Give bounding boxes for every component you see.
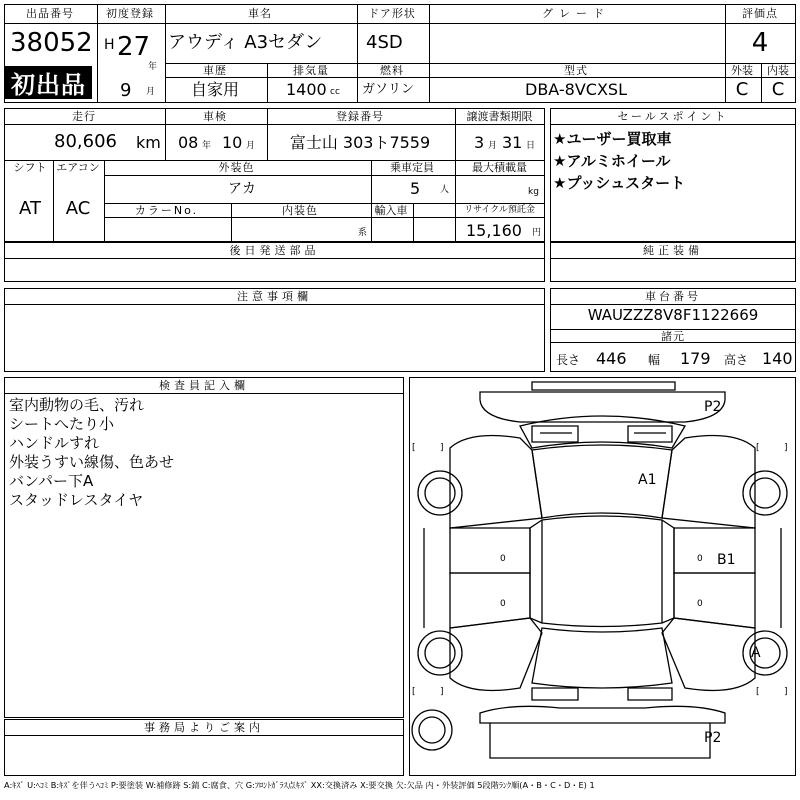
fuel-value: ガソリン: [362, 82, 415, 97]
max-load-label: 最大積載量: [472, 161, 527, 174]
exterior-grade: C: [735, 79, 749, 100]
damage-mark-hood: A1: [638, 472, 657, 488]
interior-label: 内装: [767, 64, 789, 77]
inspector-line: ハンドルすれ: [9, 434, 100, 452]
sales-point-item: ★アルミホイール: [553, 152, 671, 170]
inspector-line: シートへたり小: [9, 415, 115, 433]
mileage-unit: km: [136, 133, 161, 152]
lot-label: 出品番号: [26, 7, 74, 20]
model-value: DBA-8VCXSL: [525, 80, 627, 99]
inspector-line: 外装うすい線傷、色あせ: [9, 453, 175, 471]
import-label: 輸入車: [374, 204, 408, 217]
chassis-label: 車台番号: [645, 290, 701, 303]
car-name: アウディ A3セダン: [168, 32, 323, 53]
exterior-label: 外装: [731, 64, 753, 77]
bracket-mark: ]: [784, 443, 788, 453]
chassis-value: WAUZZZ8V8F1122669: [587, 306, 759, 324]
reg-month-unit: 月: [146, 87, 156, 97]
first-reg-label: 初度登録: [106, 7, 154, 20]
car-diagram: [409, 377, 796, 776]
lot-number: 38052: [10, 28, 93, 58]
transfer-month: 3: [474, 133, 485, 152]
door-handle-mark: 0: [697, 554, 703, 564]
interior-grade: C: [771, 79, 785, 100]
inspection-year-unit: 年: [202, 141, 212, 151]
max-load-unit: kg: [528, 187, 539, 197]
history-label: 車歴: [203, 64, 227, 77]
shift-value: AT: [19, 198, 41, 219]
reg-no-label: 登録番号: [336, 110, 384, 123]
inspection-year: 08: [178, 133, 199, 152]
mileage-value: 80,606: [54, 131, 117, 152]
fuel-label: 燃料: [380, 64, 404, 77]
damage-mark-rear-wheel: A: [751, 645, 761, 661]
car-name-label: 車名: [248, 7, 272, 20]
genuine-label: 純正装備: [643, 244, 703, 257]
score-value: 4: [751, 28, 769, 58]
inspector-label: 検査員記入欄: [159, 379, 249, 392]
details-block: [4, 108, 545, 242]
inspector-line: スタッドレスタイヤ: [9, 491, 144, 509]
ac-label: エアコン: [56, 161, 100, 174]
dims-label: 諸元: [661, 330, 685, 343]
transfer-day: 31: [502, 133, 523, 152]
inspection-month: 10: [222, 133, 243, 152]
interior-color-unit: 系: [358, 228, 368, 238]
interior-color-label: 内装色: [282, 204, 318, 217]
reg-month: 9: [120, 80, 132, 101]
mileage-label: 走行: [72, 110, 96, 123]
width-value: 179: [680, 349, 711, 368]
notes-label: 注意事項欄: [237, 290, 312, 303]
era-prefix: H: [104, 37, 115, 53]
transfer-label: 譲渡書類期限: [466, 110, 533, 123]
sales-points-label: セールスポイント: [617, 110, 729, 123]
bracket-mark: [: [756, 443, 760, 453]
capacity-label: 乗車定員: [390, 161, 434, 174]
door-handle-mark: 0: [500, 554, 506, 564]
inspector-lines: [9, 396, 174, 510]
displacement-value: 1400: [286, 80, 327, 99]
door-label: ドア形状: [368, 7, 416, 20]
width-label: 幅: [648, 353, 661, 367]
sales-point-item: ★ユーザー買取車: [553, 130, 672, 148]
reg-year: 27: [117, 32, 151, 62]
length-label: 長さ: [556, 353, 581, 367]
reg-no-value: 富士山 303ト7559: [289, 133, 431, 152]
transfer-day-unit: 日: [526, 141, 536, 151]
bracket-mark: ]: [440, 443, 444, 453]
recycle-value: 15,160: [466, 221, 522, 240]
bracket-mark: ]: [784, 687, 788, 697]
damage-legend: A:ｷｽﾞ U:ﾍｺﾐ B:ｷｽﾞを伴うﾍｺﾐ P:要塗装 W:補修跡 S:錆 C:腐食、穴 G:ﾌﾛﾝﾄｶﾞﾗｽ点ｷｽﾞ XX:交換済み X:要交換 欠:欠品 内・外装評価 5段階ﾗﾝｸ順(A・B・C・D・E) 1: [4, 780, 595, 790]
capacity-value: 5: [410, 179, 421, 198]
color-no-label: カラーNo.: [134, 204, 199, 217]
door-handle-mark: 0: [500, 599, 506, 609]
color-value: アカ: [228, 181, 256, 197]
sales-point-item: ★プッシュスタート: [553, 174, 686, 192]
door-type: 4SD: [366, 32, 403, 53]
history-value: 自家用: [190, 80, 239, 99]
color-label: 外装色: [218, 161, 255, 174]
bracket-mark: [: [412, 687, 416, 697]
first-listing-badge: 初出品: [5, 66, 92, 99]
recycle-unit: 円: [532, 228, 542, 238]
door-handle-mark: 0: [697, 599, 703, 609]
transfer-month-unit: 月: [488, 141, 498, 151]
inspector-line: バンパー下A: [9, 472, 94, 490]
later-parts-label: 後日発送部品: [229, 244, 320, 257]
reg-year-unit: 年: [148, 62, 158, 72]
grade-label: グレード: [542, 7, 610, 20]
model-label: 型式: [564, 64, 588, 77]
bracket-mark: ]: [440, 687, 444, 697]
bracket-mark: [: [756, 687, 760, 697]
office-label: 事務局よりご案内: [144, 721, 264, 734]
height-value: 140: [762, 349, 793, 368]
inspector-line: 室内動物の毛、汚れ: [9, 396, 145, 414]
damage-mark-front: P2: [704, 399, 722, 415]
capacity-unit: 人: [440, 185, 450, 195]
score-label: 評価点: [742, 7, 778, 20]
shift-label: シフト: [13, 161, 47, 174]
ac-value: AC: [65, 198, 91, 219]
height-label: 高さ: [724, 353, 749, 367]
displacement-label: 排気量: [293, 64, 329, 77]
inspection-label: 車検: [203, 110, 227, 123]
damage-mark-right-side: B1: [717, 552, 736, 568]
damage-mark-rear: P2: [704, 730, 722, 746]
length-value: 446: [596, 349, 627, 368]
displacement-unit: cc: [330, 87, 340, 97]
inspection-month-unit: 月: [246, 141, 256, 151]
recycle-label: リサイクル預託金: [464, 205, 535, 215]
bracket-mark: [: [412, 443, 416, 453]
car-diagram-drawing: [410, 378, 795, 775]
